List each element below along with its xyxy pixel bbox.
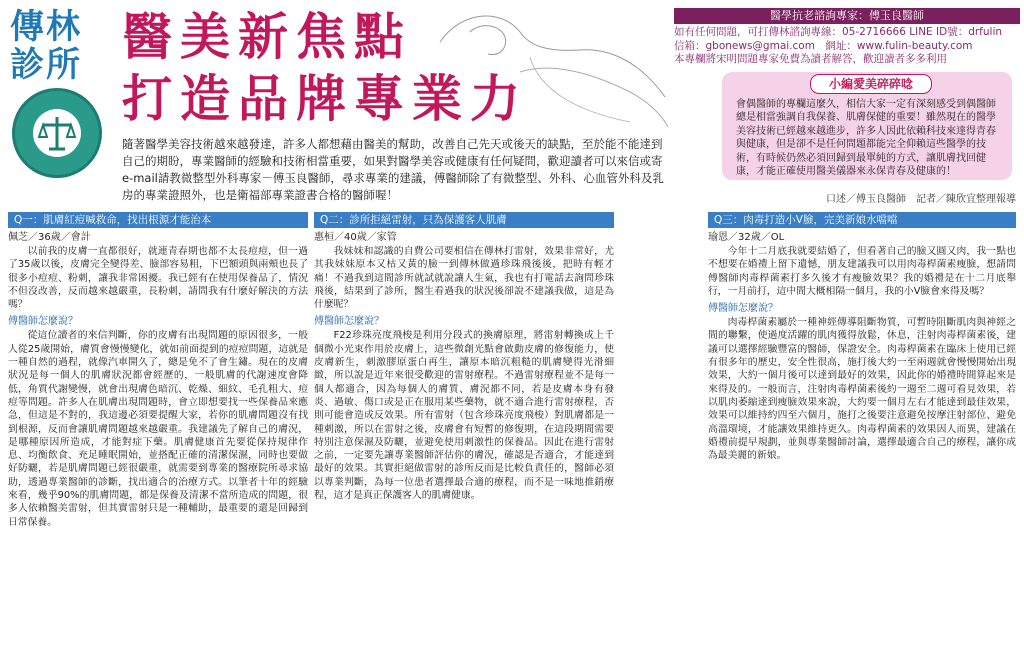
expert-label: 醫學抗老諮詢專家：傅玉良醫師	[674, 8, 1020, 24]
asker-info: 瑜恩／32歲／OL	[708, 232, 785, 243]
byline: 口述／傅玉良醫師 記者／陳欣宜整理報導	[826, 194, 1016, 205]
intro-paragraph: 隨著醫學美容技術越來越發達，許多人都想藉由醫美的幫助，改善自己先天或後天的缺點，至於能不能達到自己的期盼，專業醫師的經驗和技術相當重要，如果對醫學美容或健康有任何疑問，歡迎讀者可以來信或寄e-mail請教微整型外科專家－傅玉良醫師，尋求專業的建議，傅醫師除了有微整型、外科、心血管外科及乳房的專業證照外，也是衛福部專業證書合格的醫師喔！	[122, 137, 664, 202]
contact-info	[674, 26, 1020, 67]
question-text: 今年十二月底我就要結婚了，但看著自己的臉又圓又肉，我一點也不想要在婚禮上留下遺憾，朋友建議我可以用肉毒桿菌素瘦臉，想請問傅醫師肉毒桿菌素打多久後才有瘦臉效果？我的婚禮是在十二月底舉行，一月前打，這中間大概相隔一個月，我的小V臉會來得及嗎？	[708, 246, 1016, 297]
contact-email-line: 信箱：gbonews@gmai.com 網址：www.fulin-beauty.com	[674, 39, 973, 52]
answer-heading: 傅醫師怎麼說？	[708, 303, 778, 315]
reclining-woman-illustration	[430, 2, 670, 132]
contact-note-line: 本專欄將宋明問題專家免費為讀者解答，歡迎讀者多多利用	[674, 53, 947, 65]
qa-column-3	[708, 212, 1016, 664]
question-heading: Q二：診所拒絕雷射，只為保護客人肌膚	[314, 212, 614, 228]
answer-text: F22珍珠亮度飛梭是利用分段式的換膚原理，將雷射轉換成上千個微小光束作用於皮膚上，這些微創光點會啟動皮膚的修復能力，使皮膚新生，刺激膠原蛋白再生，讓原本暗沉粗糙的肌膚變得光滑細緻，所以說是近年來很受歡迎的雷射療程。不過雷射療程並不是每一個人都適合，因為每個人的膚質、膚況都不同，若是皮膚本身有發炎、過敏、傷口或是正在服用某些藥物，就不適合進行雷射療程，否則可能會造成反效果。所有雷射（包含珍珠亮度飛梭）對肌膚都是一種刺激，所以在雷射之後，皮膚會有短暫的修復期，在這段期間需要特別注意保濕及防曬，並避免使用刺激性的保養品。因此在進行雷射之前，一定要先讓專業醫師評估你的膚況，確認是否適合，才能達到最好的效果。其實拒絕做雷射的診所反而是比較負責任的，醫師必須以專業判斷，為每一位患者選擇最合適的療程，而不是一味地推銷療程，這才是真正保護客人的肌膚健康。	[314, 330, 614, 502]
question-text: 以前我的皮膚一直都很好，就連青春期也都不太長痘痘，但一過了35歲以後，皮膚完全變得差、臉部容易粗，下巴額頭與兩頰也長了很多小痘痘、粉刺，讓我非常困擾。我已經有在使用保養品了，情況不但沒改善，反而越來越嚴重，長粉刺，請問我有什麼好解決的方法嗎？	[8, 246, 308, 311]
clinic-name: 傳林診所	[10, 7, 82, 85]
certification-seal-icon	[12, 88, 102, 178]
question-heading: Q三：肉毒打造小Ⅴ臉，完美新娘水噹噹	[708, 212, 1016, 228]
qa-column-1	[8, 212, 308, 664]
qa-column-2	[314, 212, 614, 664]
headline-line2: 打造品牌專業力	[122, 69, 528, 128]
headline-line1: 醫美新焦點	[122, 7, 412, 66]
editor-note-title: 小編愛美碎碎唸	[810, 74, 932, 94]
answer-text: 從這位讀者的來信判斷，你的皮膚有出現問題的原因很多，一般人從25歲開始，膚質會慢慢變化，就如前面提到的痘痘問題，這就是一種自然的過程，就像汽車開久了，總是免不了會生鏽。現在的皮膚狀況是每一個人的肌膚狀況都會經歷的，一般肌膚的代謝速度會降低，角質代謝變慢，就會出現膚色暗沉、乾燥、細紋、毛孔粗大、痘痘等問題。許多人在肌膚出現問題時，會立即想要找一些保養品來應急，但這是不對的，我這邊必須要提醒大家，若你的肌膚問題沒有找到根源，反而會讓肌膚問題越來越嚴重。我建議先了解自己的膚況，是哪種原因所造成，才能對症下藥。肌膚健康首先要從保持規律作息、均衡飲食、充足睡眠開始，並搭配正確的清潔保濕，同時也要做好防曬，若是肌膚問題已經很嚴重，就需要到專業的醫療院所尋求協助，透過專業醫師的診斷，找出適合的治療方式。以筆者十年的經驗來看，幾乎90%的肌膚問題，都是保養及清潔不當所造成的問題，很多人依賴醫美雷射，但其實雷射只是一種輔助，最重要的還是回歸到日常保養。	[8, 330, 308, 528]
editor-note-body: 會偶醫師的專欄這麼久，相信大家一定有深刻感受到偶醫師總是相當強調自我保養、肌膚保健的重要！雖然現在的醫學美容技術已經越來越進步，許多人因此依賴科技來達得青春與健康，但是卻不是任何問題都能完全仰賴這些醫學的技術，有時候仍然必須回歸到最單純的方式，讓肌膚找回健康，才能正確使用醫美儀器來永保青春及健康的！	[736, 99, 996, 178]
question-text: 我妹妹和認識的自費公司要相信在傳林打雷射，效果非常好，尤其我妹妹原本又枯又黃的臉一到傳林做過珍珠飛後後，把時有輕才痛！不過我到這間診所就試就說讓人生氣，我也有打電話去詢問珍珠飛後，結果到了診所，醫生看過我的狀況後卻說不建議我做，這是為什麼呢？	[314, 246, 614, 311]
asker-info: 惠桓／40歲／家管	[314, 232, 397, 243]
contact-phone-line: 如有任何問題，可打傳林諮詢專線：05-2716666 LINE ID號：drfulin	[674, 26, 1003, 38]
scales-icon	[33, 109, 81, 157]
question-heading: Q一：肌膚紅痘喊救命，找出根源才能治本	[8, 212, 308, 228]
answer-heading: 傅醫師怎麼說？	[8, 316, 78, 328]
answer-heading: 傅醫師怎麼說？	[314, 316, 384, 328]
answer-text: 肉毒桿菌素屬於一種神經傳導阻斷物質，可暫時阻斷肌肉與神經之間的聯繫，使過度活躍的肌肉獲得放鬆，休息，注射肉毒桿菌素後，建議可以選擇經驗豐富的醫師，保證安全。肉毒桿菌素在臨床上使用已經有很多年的歷史，安全性很高，施打後大約一至兩週就會慢慢開始出現效果，大約一個月後可以達到最好的效果，因此你的婚禮時間算起來是來得及的。一般而言，注射肉毒桿菌素後約一週至二週可看見效果，若以肌肉萎縮達到瘦臉效果來說，大約要一個月左右才能達到最佳效果，效果可以維持約四至六個月，施打之後要注意避免按摩注射部位、避免高溫環境，才能讓效果維持更久。肉毒桿菌素的效果因人而異，建議在婚禮前提早規劃，並與專業醫師討論，選擇最適合自己的療程，讓你成為最美麗的新娘。	[708, 317, 1016, 462]
asker-info: 佩芝／36歲／會計	[8, 232, 91, 243]
